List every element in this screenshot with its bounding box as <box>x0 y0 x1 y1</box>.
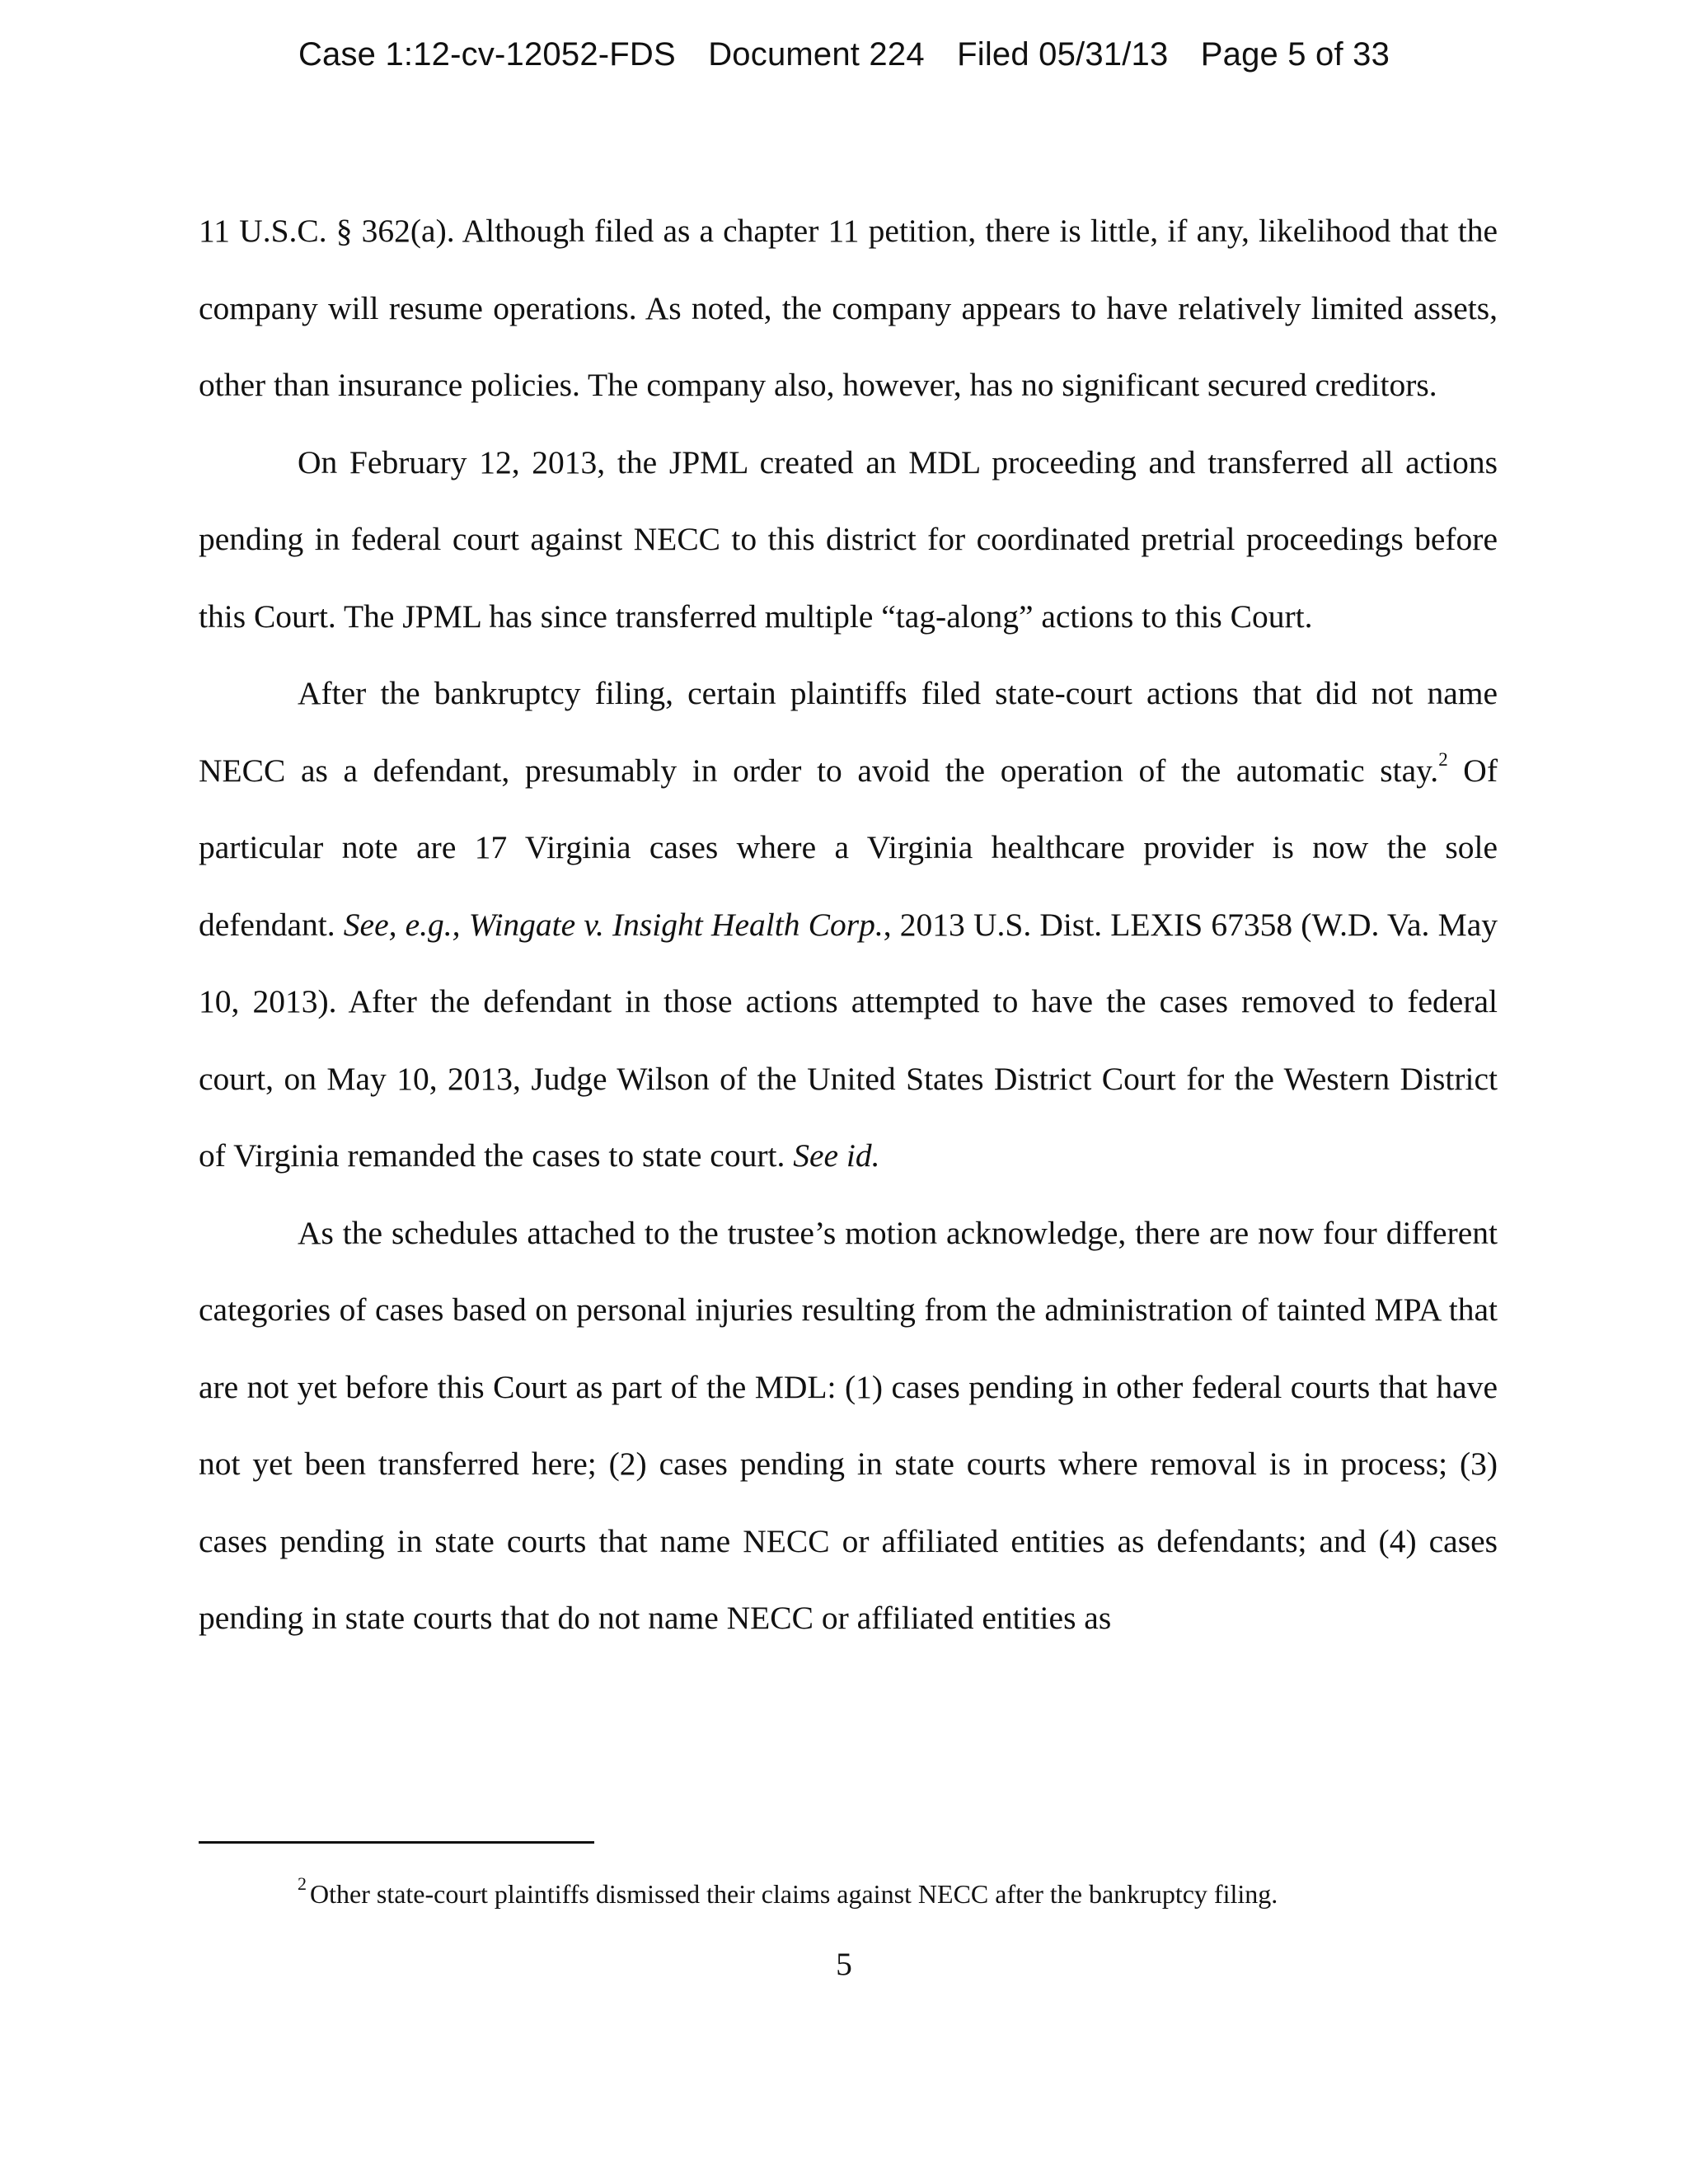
footnote-number: 2 <box>298 1873 307 1895</box>
ecf-header <box>0 36 1688 73</box>
paragraph-2: On February 12, 2013, the JPML created an MDL proceeding and transferred all actions pending in federal court against NECC to this district for coordinated pretrial proceedings before this Court. The JPML has since transferred multiple “tag-along” actions to this Court. <box>199 443 1498 635</box>
paragraph-3-text-a: After the bankruptcy filing, certain plaintiffs filed state-court actions that did not name NECC as a defendant, presumably in order to avoid the operation of the automatic stay. <box>199 675 1498 789</box>
see-id-citation: See id. <box>793 1137 880 1174</box>
footnote-reference: 2 <box>1438 749 1448 771</box>
document-number: Document 224 <box>708 36 925 73</box>
paragraph-3-text-b: Of particular note are 17 Virginia cases where a Virginia healthcare provider is now the sole defendant. <box>199 752 1498 943</box>
filed-date: Filed 05/31/13 <box>957 36 1169 73</box>
paragraph-4: As the schedules attached to the trustee’s motion acknowledge, there are now four different categories of cases based on personal injuries resulting from the administration of tainted MPA that are not yet before this Court as part of the MDL: (1) cases pending in other federal courts that have not yet been transferred here; (2) cases pending in state courts where removal is in process; (3) cases pending in state courts that name NECC or affiliated entities as defendants; and (4) cases pending in state courts that do not name NECC or affiliated entities as <box>199 1214 1498 1636</box>
case-number: Case 1:12-cv-12052-FDS <box>298 36 676 73</box>
page-number: 5 <box>836 1946 852 1982</box>
footnote <box>298 1874 1498 1914</box>
paragraph-3 <box>199 655 1498 1195</box>
opinion-body <box>199 193 1498 1657</box>
paragraph-1: 11 U.S.C. § 362(a). Although filed as a chapter 11 petition, there is little, if any, likelihood that the company will resume operations. As noted, the company appears to have relatively limited assets, other than insurance policies. The company also, however, has no significant secured creditors. <box>199 213 1498 403</box>
page-of-pages: Page 5 of 33 <box>1200 36 1390 73</box>
paragraph-3-text-c: , 2013 U.S. Dist. LEXIS 67358 (W.D. Va. May 10, 2013). After the defendant in those actions attempted to have the cases removed to federal court, on May 10, 2013, Judge Wilson of the United States District Court for the Western District of Virginia remanded the cases to state court. <box>199 906 1498 1174</box>
footnote-divider <box>199 1841 594 1844</box>
footnote-text: Other state-court plaintiffs dismissed their claims against NECC after the bankruptcy filing. <box>310 1879 1278 1909</box>
case-citation: See, e.g., Wingate v. Insight Health Corp. <box>343 906 884 943</box>
